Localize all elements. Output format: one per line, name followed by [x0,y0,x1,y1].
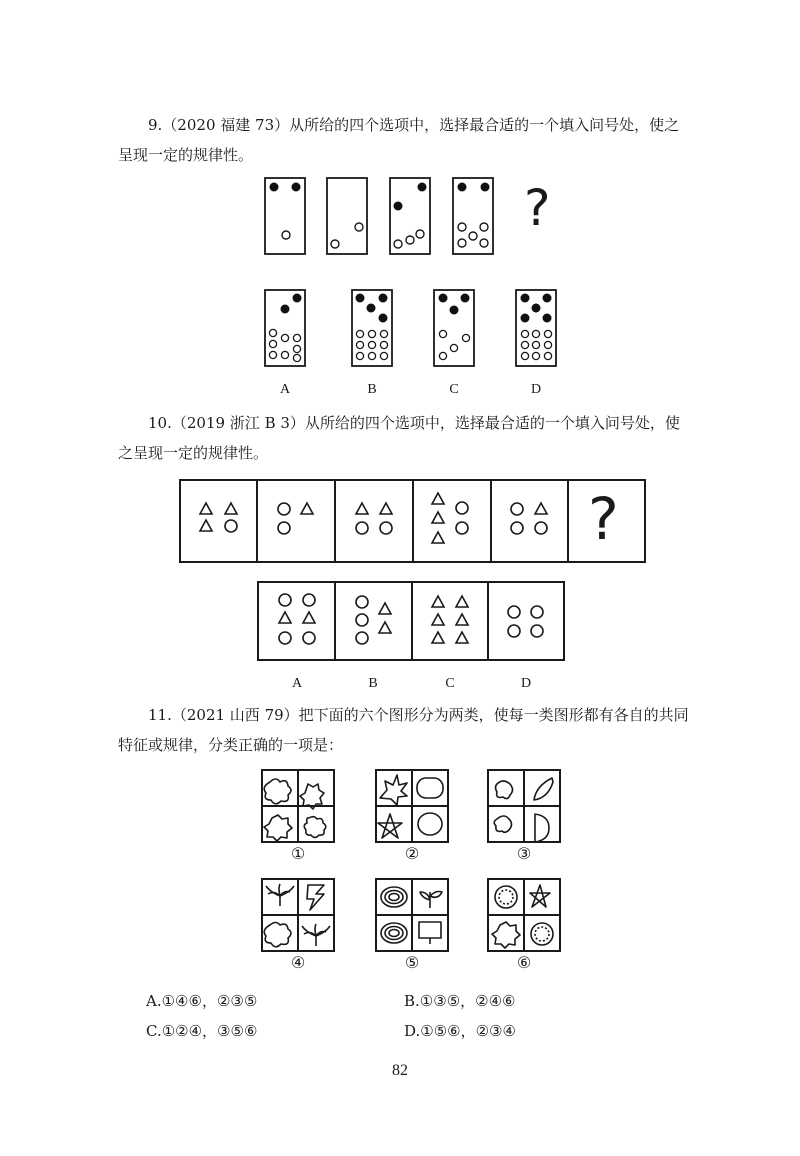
page-number: 82 [392,1062,408,1079]
q10-question-mark: ? [588,485,619,553]
q11-stem-line2: 特征或规律，分类正确的一项是： [118,736,344,754]
q10-stem-line1: 10.（2019 浙江 B 3）从所给的四个选项中，选择最合适的一个填入问号处，使 [148,414,680,432]
q11-answer-b[interactable] [404,990,515,1011]
q9-option-label-b: B [367,382,377,397]
q11-figure-label-6: ⑥ [516,953,532,972]
q9-question-mark: ? [524,179,551,237]
q11-answer-a-text: ①④⑥，②③⑤ [161,992,258,1010]
q9-option-label-a: A [279,382,291,397]
q11-figure-label-4: ④ [290,953,306,972]
q11-answer-d[interactable] [404,1020,516,1041]
q11-answer-a[interactable] [146,990,257,1011]
q11-stem-line1: 11.（2021 山西 79）把下面的六个图形分为两类，使每一类图形都有各自的共同 [148,706,689,724]
q11-figure-label-5: ⑤ [404,953,420,972]
q10-option-label-d: D [520,676,532,691]
q9-option-label-d: D [530,382,542,397]
q11-figure-label-2: ② [404,844,420,863]
q11-answer-a-letter: A. [146,992,162,1010]
q11-figure-label-3: ③ [516,844,532,863]
q10-stem-line2: 之呈现一定的规律性。 [118,444,269,462]
q11-answer-c[interactable] [146,1020,257,1041]
q11-answer-c-letter: C. [146,1022,162,1040]
q11-answer-d-letter: D. [404,1022,421,1040]
q10-option-label-c: C [445,676,455,691]
q11-answer-b-letter: B. [404,992,420,1010]
q11-answer-c-text: ①②④，③⑤⑥ [161,1022,258,1040]
q11-answer-b-text: ①③⑤，②④⑥ [419,992,516,1010]
q9-option-label-c: C [449,382,459,397]
q10-option-label-b: B [368,676,378,691]
q9-stem-line2: 呈现一定的规律性。 [118,146,254,164]
q9-stem-line1: 9.（2020 福建 73）从所给的四个选项中，选择最合适的一个填入问号处，使之 [148,116,680,134]
q11-figure-label-1: ① [290,844,306,863]
q11-answer-d-text: ①⑤⑥，②③④ [420,1022,516,1040]
q10-option-label-a: A [291,676,303,691]
